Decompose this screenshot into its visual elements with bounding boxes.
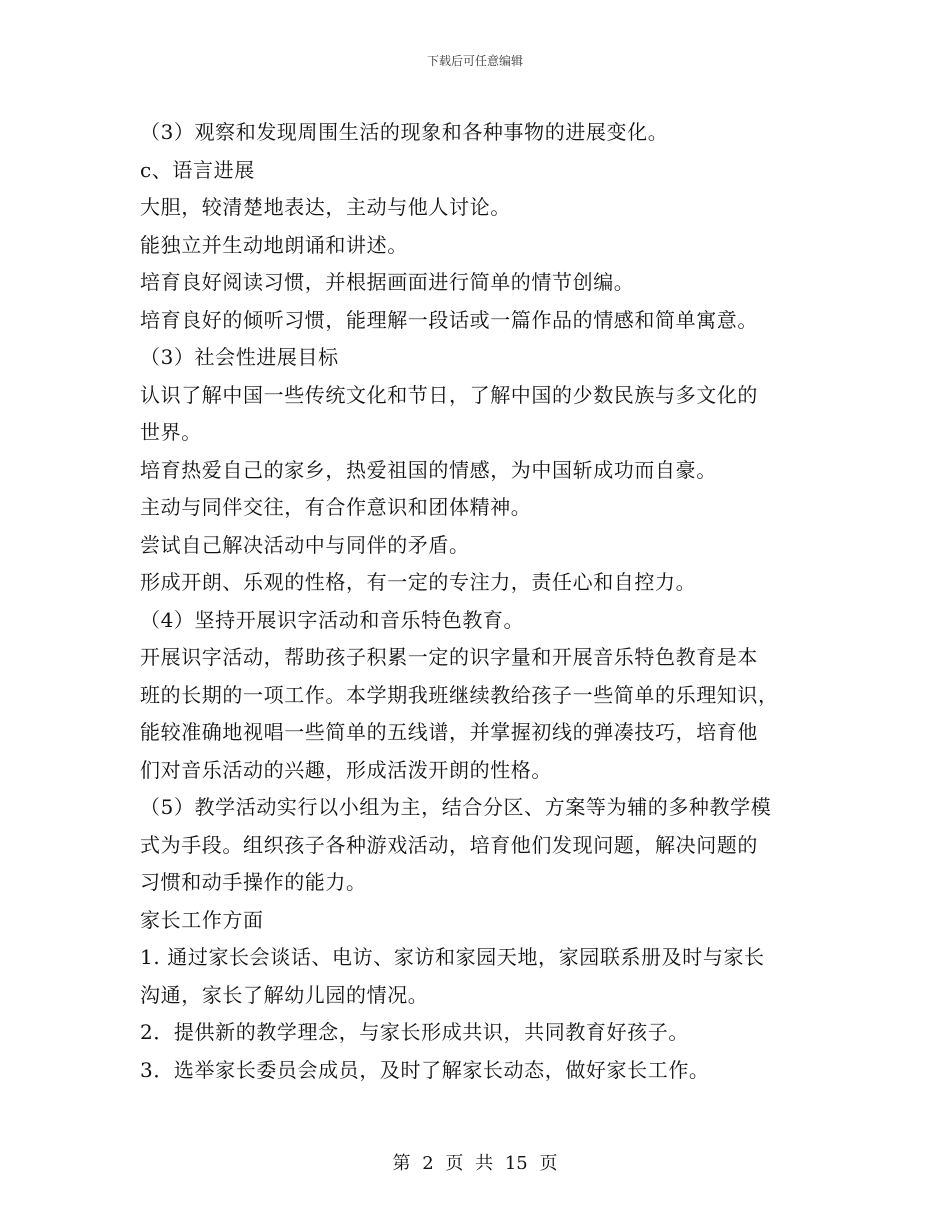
document-body bbox=[140, 114, 810, 1089]
body-line: 2．提供新的教学理念，与家长形成共识，共同教育好孩子。 bbox=[140, 1020, 689, 1044]
body-line: 主动与同伴交往，有合作意识和团体精神。 bbox=[140, 495, 532, 519]
page-footer: 第 2 页 共 15 页 bbox=[392, 1153, 558, 1174]
body-line: 沟通，家长了解幼儿园的情况。 bbox=[140, 982, 429, 1007]
body-line: 式为手段。组织孩子各种游戏活动，培育他们发现问题，解决问题的 bbox=[140, 832, 758, 857]
body-line: 培育热爱自己的家乡，热爱祖国的情感，为中国斩成功而自豪。 bbox=[140, 457, 717, 482]
body-line: 能独立并生动地朗诵和讲述。 bbox=[140, 232, 408, 257]
body-line: 开展识字活动，帮助孩子积累一定的识字量和开展音乐特色教育是本 bbox=[140, 645, 758, 669]
body-line: （3）观察和发现周围生活的现象和各种事物的进展变化。 bbox=[140, 120, 669, 144]
body-line: 1. 通过家长会谈话、电访、家访和家园天地，家园联系册及时与家长 bbox=[140, 945, 765, 969]
body-line: 班的长期的一项工作。本学期我班继续教给孩子一些简单的乐理知识， bbox=[140, 682, 779, 707]
body-line: （5）教学活动实行以小组为主，结合分区、方案等为辅的多种教学模 bbox=[140, 795, 772, 819]
body-line: c、语言进展 bbox=[140, 157, 255, 182]
body-line: 世界。 bbox=[140, 420, 202, 444]
body-line: 尝试自己解决活动中与同伴的矛盾。 bbox=[140, 532, 470, 557]
body-line: 3．选举家长委员会成员，及时了解家长动态，做好家长工作。 bbox=[140, 1057, 710, 1082]
body-line: 形成开朗、乐观的性格，有一定的专注力，责任心和自控力。 bbox=[140, 570, 697, 594]
body-line: 能较准确地视唱一些简单的五线谱，并掌握初线的弹凑技巧，培育他 bbox=[140, 720, 758, 744]
body-line: （4）坚持开展识字活动和音乐特色教育。 bbox=[140, 607, 525, 632]
body-line: 培育良好的倾听习惯，能理解一段话或一篇作品的情感和简单寓意。 bbox=[140, 307, 758, 332]
body-line: 认识了解中国一些传统文化和节日，了解中国的少数民族与多文化的 bbox=[140, 382, 758, 407]
body-line: 们对音乐活动的兴趣，形成活泼开朗的性格。 bbox=[140, 757, 552, 782]
body-line: 习惯和动手操作的能力。 bbox=[140, 870, 367, 894]
body-line: （3）社会性进展目标 bbox=[140, 345, 339, 369]
body-line: 家长工作方面 bbox=[140, 907, 264, 932]
body-line: 大胆，较清楚地表达，主动与他人讨论。 bbox=[140, 195, 511, 219]
body-line: 培育良好阅读习惯，并根据画面进行简单的情节创编。 bbox=[140, 270, 635, 294]
page-header: 下载后可任意编辑 bbox=[426, 54, 523, 68]
